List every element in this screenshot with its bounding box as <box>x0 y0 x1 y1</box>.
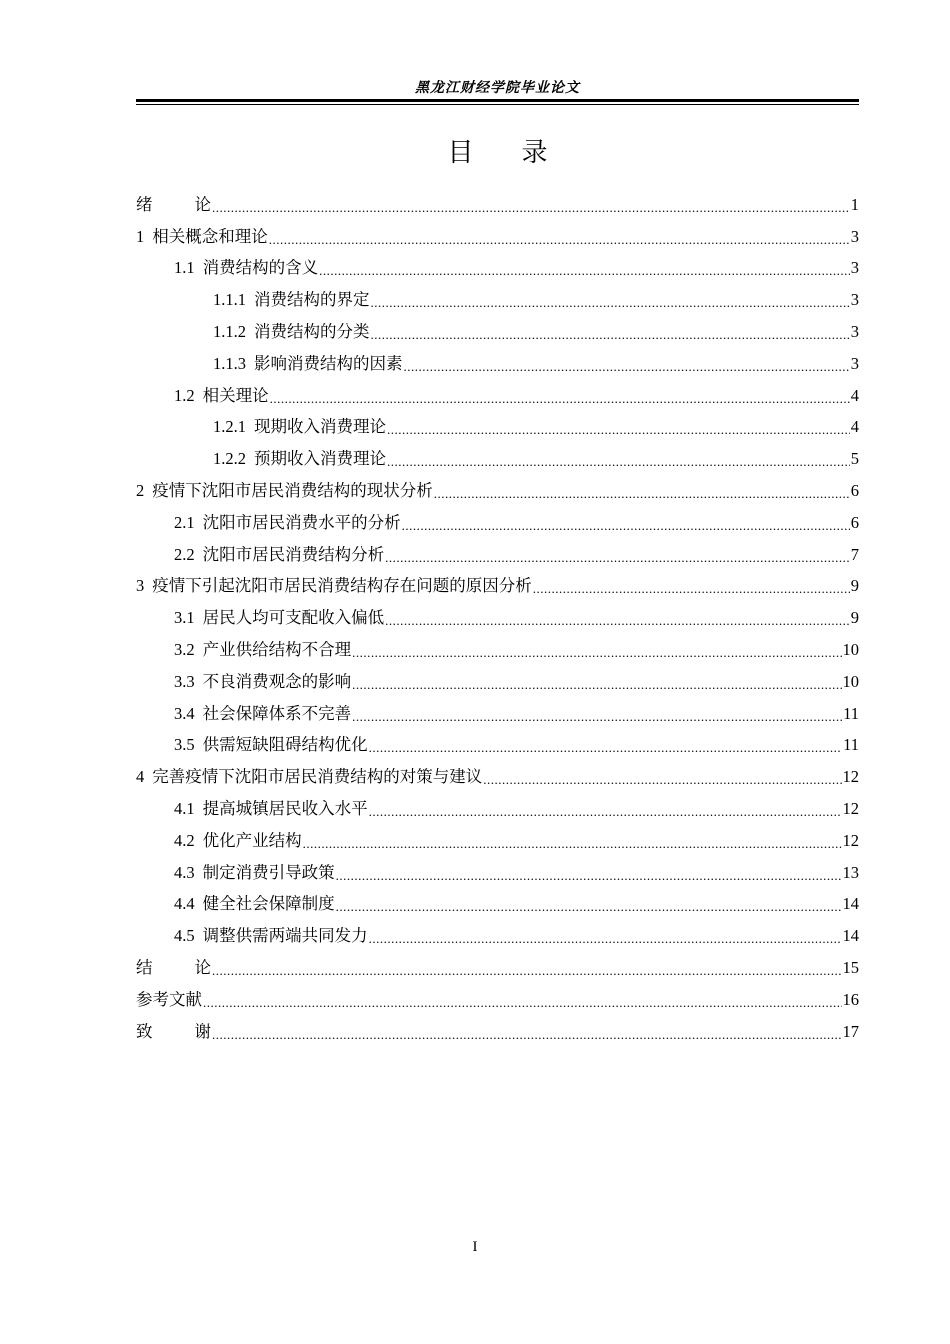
dot-leader <box>212 1028 842 1042</box>
dot-leader <box>533 582 850 596</box>
dot-leader <box>369 932 842 946</box>
dot-leader <box>336 900 842 914</box>
toc-entry-text: 疫情下沈阳市居民消费结构的现状分析 <box>152 480 433 500</box>
toc-entry[interactable] <box>136 348 859 380</box>
toc-entry-number: 2.1 <box>174 512 195 532</box>
page-number: I <box>472 1239 478 1255</box>
dot-leader <box>483 773 841 787</box>
toc-entry[interactable] <box>136 602 859 634</box>
toc-entry[interactable] <box>136 475 859 507</box>
toc-entry-number: 3.4 <box>174 703 195 723</box>
toc-entry-label <box>174 922 368 946</box>
header-rule-thin <box>136 104 859 105</box>
toc-entry[interactable] <box>136 825 859 857</box>
toc-entry-number: 4.4 <box>174 894 195 914</box>
toc-entry-text: 沈阳市居民消费结构分析 <box>202 544 385 564</box>
toc-entry[interactable] <box>136 1016 859 1048</box>
toc-entry-number: 4.5 <box>174 926 195 946</box>
toc-entry-label <box>174 700 351 724</box>
toc-entry-text: 供需短缺阻碍结构优化 <box>202 735 368 755</box>
toc-entry-number: 4.1 <box>174 798 195 818</box>
toc-entry-number: 1.1 <box>174 258 195 278</box>
toc-entry-number: 3.2 <box>174 639 195 659</box>
toc-entry-text: 社会保障体系不完善 <box>202 703 352 723</box>
toc-entry-label <box>213 286 370 310</box>
dot-leader <box>203 996 842 1010</box>
toc-entry-text: 参考文献 <box>136 989 202 1009</box>
toc-entry[interactable] <box>136 380 859 412</box>
toc-entry[interactable] <box>136 666 859 698</box>
toc-entry-number: 3.3 <box>174 671 195 691</box>
toc-title: 目录 <box>447 138 596 168</box>
toc-entry-text: 沈阳市居民消费水平的分析 <box>202 512 401 532</box>
toc-entry-page: 6 <box>850 512 859 532</box>
toc-entry-page: 7 <box>850 544 859 564</box>
toc-entry-page: 1 <box>850 194 859 214</box>
toc-entry-text: 预期收入消费理论 <box>254 449 386 469</box>
toc-entry[interactable] <box>136 889 859 921</box>
toc-entry-text: 绪论 <box>136 194 211 214</box>
dot-leader <box>404 360 850 374</box>
toc-entry-label <box>174 827 302 851</box>
toc-entry-text: 制定消费引导政策 <box>202 862 335 882</box>
toc-entry-label <box>174 636 351 660</box>
dot-leader <box>336 869 842 883</box>
dot-leader <box>352 678 841 692</box>
toc-entry-number: 1.1.1 <box>213 290 246 310</box>
toc-entry-number: 3.1 <box>174 608 195 628</box>
toc-entry[interactable] <box>136 952 859 984</box>
dot-leader <box>434 487 850 501</box>
dot-leader <box>369 741 842 755</box>
toc-entry-text: 消费结构的分类 <box>254 321 370 341</box>
dot-leader <box>387 455 850 469</box>
toc-entry-page: 13 <box>842 862 859 882</box>
toc-entry[interactable] <box>136 412 859 444</box>
toc-entry[interactable] <box>136 189 859 221</box>
toc-entry-page: 5 <box>850 449 859 469</box>
toc-entry-label <box>174 382 269 406</box>
dot-leader <box>212 201 850 215</box>
toc-entry-text: 现期收入消费理论 <box>254 417 386 437</box>
toc-entry-text: 提高城镇居民收入水平 <box>202 798 368 818</box>
toc-entry-number: 4 <box>136 767 145 787</box>
toc-entry[interactable] <box>136 539 859 571</box>
toc-entry-label <box>174 795 368 819</box>
toc-entry-page: 3 <box>850 321 859 341</box>
toc-entry-text: 居民人均可支配收入偏低 <box>202 608 385 628</box>
toc-entry-page: 3 <box>850 290 859 310</box>
dot-leader <box>352 646 841 660</box>
toc-entry-label <box>136 477 433 501</box>
toc-entry[interactable] <box>136 920 859 952</box>
toc-entry-text: 相关理论 <box>202 385 269 405</box>
toc-entry-text: 相关概念和理论 <box>152 226 268 246</box>
toc-entry[interactable] <box>136 284 859 316</box>
toc-entry[interactable] <box>136 857 859 889</box>
toc-entry-number: 1.2.2 <box>213 449 246 469</box>
toc-entry-text: 消费结构的界定 <box>254 290 370 310</box>
toc-entry-page: 10 <box>842 639 859 659</box>
toc-entry-label <box>174 604 384 628</box>
toc-entry-label <box>213 350 403 374</box>
toc-entry-label <box>213 318 370 342</box>
toc-entry[interactable] <box>136 221 859 253</box>
dot-leader <box>369 805 842 819</box>
toc-entry-label <box>136 763 482 787</box>
toc-entry-page: 3 <box>850 353 859 373</box>
toc-entry[interactable] <box>136 571 859 603</box>
toc-entry-text: 疫情下引起沈阳市居民消费结构存在问题的原因分析 <box>152 576 532 596</box>
toc-entry-text: 消费结构的含义 <box>202 258 319 278</box>
toc-entry-text: 不良消费观念的影响 <box>202 671 352 691</box>
toc-entry-page: 4 <box>850 417 859 437</box>
toc-entry-number: 4.2 <box>174 830 195 850</box>
toc-entry-number: 1 <box>136 226 145 246</box>
toc-entry-page: 9 <box>850 576 859 596</box>
dot-leader <box>402 519 850 533</box>
dot-leader <box>319 264 850 278</box>
toc-entry-text: 结论 <box>136 957 211 977</box>
toc-entry-number: 3 <box>136 576 145 596</box>
toc-entry-page: 3 <box>850 226 859 246</box>
toc-entry-number: 2 <box>136 480 145 500</box>
toc-entry-page: 10 <box>842 671 859 691</box>
header-rule-thick <box>136 99 859 102</box>
dot-leader <box>385 551 850 565</box>
toc-entry[interactable] <box>136 698 859 730</box>
toc-entry-label <box>136 223 268 247</box>
toc-entry-label <box>213 413 386 437</box>
toc-entry-number: 1.1.2 <box>213 321 246 341</box>
toc-entry-label <box>136 1018 211 1042</box>
table-of-contents <box>136 189 859 1048</box>
toc-entry-page: 12 <box>842 830 859 850</box>
toc-entry-text: 优化产业结构 <box>202 830 302 850</box>
dot-leader <box>269 233 850 247</box>
toc-entry-label <box>174 859 335 883</box>
dot-leader <box>212 964 842 978</box>
toc-entry-number: 3.5 <box>174 735 195 755</box>
toc-entry-page: 11 <box>843 703 859 723</box>
toc-entry[interactable] <box>136 443 859 475</box>
toc-entry-number: 1.2.1 <box>213 417 246 437</box>
toc-entry-label <box>136 986 202 1010</box>
dot-leader <box>371 296 850 310</box>
toc-entry-page: 12 <box>842 798 859 818</box>
toc-entry-label <box>174 509 401 533</box>
toc-entry-label <box>136 954 211 978</box>
toc-entry-text: 致谢 <box>136 1021 211 1041</box>
dot-leader <box>270 392 850 406</box>
toc-entry-page: 14 <box>842 894 859 914</box>
toc-entry-text: 影响消费结构的因素 <box>254 353 403 373</box>
toc-entry[interactable] <box>136 253 859 285</box>
dot-leader <box>371 328 850 342</box>
toc-entry-label <box>174 668 351 692</box>
toc-entry-text: 产业供给结构不合理 <box>202 639 352 659</box>
dot-leader <box>352 710 842 724</box>
toc-entry[interactable] <box>136 984 859 1016</box>
dot-leader <box>387 423 850 437</box>
toc-entry-label <box>174 731 368 755</box>
toc-entry-number: 1.1.3 <box>213 353 246 373</box>
toc-entry[interactable] <box>136 730 859 762</box>
toc-entry-label <box>136 191 211 215</box>
toc-entry-page: 9 <box>850 608 859 628</box>
dot-leader <box>385 614 850 628</box>
toc-entry-text: 调整供需两端共同发力 <box>202 926 368 946</box>
toc-entry-label <box>136 572 532 596</box>
toc-entry-number: 2.2 <box>174 544 195 564</box>
toc-entry-text: 健全社会保障制度 <box>202 894 335 914</box>
toc-entry-page: 17 <box>842 1021 859 1041</box>
toc-entry-page: 15 <box>842 957 859 977</box>
toc-entry-text: 完善疫情下沈阳市居民消费结构的对策与建议 <box>152 767 483 787</box>
toc-entry-label <box>174 890 335 914</box>
toc-entry-number: 1.2 <box>174 385 195 405</box>
toc-entry[interactable] <box>136 634 859 666</box>
toc-entry-label <box>213 445 386 469</box>
toc-entry[interactable] <box>136 316 859 348</box>
toc-entry-page: 14 <box>842 926 859 946</box>
toc-entry-page: 16 <box>842 989 859 1009</box>
toc-entry-page: 6 <box>850 480 859 500</box>
toc-entry[interactable] <box>136 761 859 793</box>
toc-entry-page: 11 <box>843 735 859 755</box>
toc-entry[interactable] <box>136 793 859 825</box>
toc-entry-page: 3 <box>850 258 859 278</box>
dot-leader <box>303 837 842 851</box>
toc-entry-page: 12 <box>842 767 859 787</box>
toc-entry-page: 4 <box>850 385 859 405</box>
running-header: 黑龙江财经学院毕业论文 <box>415 80 580 96</box>
toc-entry[interactable] <box>136 507 859 539</box>
toc-entry-label <box>174 254 318 278</box>
toc-entry-label <box>174 541 384 565</box>
toc-entry-number: 4.3 <box>174 862 195 882</box>
